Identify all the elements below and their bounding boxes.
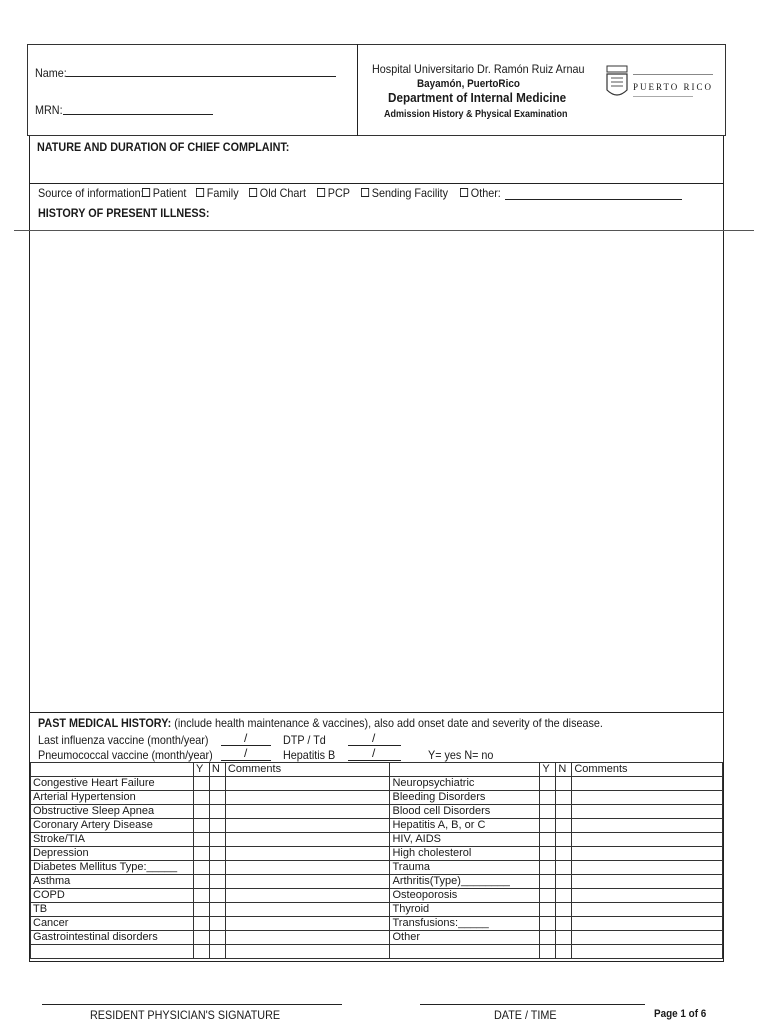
source-other-field[interactable]: [505, 186, 682, 200]
no-checkbox-cell[interactable]: [209, 889, 225, 903]
empty-cell[interactable]: [390, 945, 540, 959]
yes-checkbox-cell[interactable]: [193, 875, 209, 889]
checkbox-icon: [361, 188, 369, 197]
condition-label: High cholesterol: [390, 847, 540, 861]
chief-complaint-label: NATURE AND DURATION OF CHIEF COMPLAINT:: [37, 140, 290, 154]
comments-cell[interactable]: [572, 875, 723, 889]
logo-scribble-2: [633, 96, 693, 97]
comments-cell[interactable]: [225, 791, 390, 805]
yes-checkbox-cell[interactable]: [540, 833, 556, 847]
comments-cell[interactable]: [572, 861, 723, 875]
no-checkbox-cell[interactable]: [209, 819, 225, 833]
seal-icon: [604, 64, 630, 102]
table-row: [31, 805, 723, 819]
condition-label: Bleeding Disorders: [390, 791, 540, 805]
datetime-label: DATE / TIME: [494, 1008, 557, 1022]
checkbox-icon: [460, 188, 468, 197]
no-checkbox-cell[interactable]: [209, 791, 225, 805]
comments-cell[interactable]: [225, 847, 390, 861]
comments-column-header: Comments: [572, 763, 723, 777]
hepatitis-b-label: Hepatitis B: [283, 748, 336, 762]
datetime-line: [420, 1004, 645, 1005]
yes-checkbox-cell[interactable]: [540, 861, 556, 875]
condition-label: TB: [31, 903, 194, 917]
no-checkbox-cell[interactable]: [556, 931, 572, 945]
pmh-table: [30, 762, 723, 959]
yes-checkbox-cell[interactable]: [193, 805, 209, 819]
comments-cell[interactable]: [572, 777, 723, 791]
yes-checkbox-cell[interactable]: [193, 847, 209, 861]
hpi-bottom-divider: [29, 712, 724, 713]
mrn-label: MRN:: [35, 103, 63, 117]
dtp-slash: /: [372, 731, 376, 745]
no-column-header: N: [556, 763, 572, 777]
checkbox-icon: [142, 188, 150, 197]
hospital-name: Hospital Universitario Dr. Ramón Ruiz Arnau: [372, 62, 585, 76]
yes-checkbox-cell[interactable]: [193, 931, 209, 945]
yes-checkbox-cell[interactable]: [193, 833, 209, 847]
yes-checkbox-cell[interactable]: [540, 917, 556, 931]
condition-label: Arterial Hypertension: [31, 791, 194, 805]
table-row: [31, 931, 723, 945]
yes-checkbox-cell[interactable]: [540, 805, 556, 819]
condition-column-header: [31, 763, 194, 777]
table-row: [31, 945, 723, 959]
comments-cell[interactable]: [572, 805, 723, 819]
yes-no-legend: Y= yes N= no: [428, 748, 494, 762]
condition-label: Congestive Heart Failure: [31, 777, 194, 791]
table-row: [31, 875, 723, 889]
source-option-family[interactable]: Family: [196, 186, 239, 200]
mrn-field[interactable]: [63, 100, 213, 115]
comments-cell[interactable]: [572, 917, 723, 931]
condition-label: Asthma: [31, 875, 194, 889]
comments-cell[interactable]: [225, 889, 390, 903]
no-checkbox-cell[interactable]: [556, 805, 572, 819]
dtp-label: DTP / Td: [283, 733, 326, 747]
comments-cell[interactable]: [225, 903, 390, 917]
no-checkbox-cell[interactable]: [556, 791, 572, 805]
name-label: Name:: [35, 66, 67, 80]
header-divider: [357, 44, 358, 136]
pmh-header: PAST MEDICAL HISTORY: (include health maintenance & vaccines), also add onset date and severity of the disease.: [38, 716, 603, 730]
condition-label: Blood cell Disorders: [390, 805, 540, 819]
condition-label: Trauma: [390, 861, 540, 875]
comments-column-header: Comments: [225, 763, 390, 777]
pneumo-vaccine-label: Pneumococcal vaccine (month/year): [38, 748, 213, 762]
empty-cell[interactable]: [31, 945, 194, 959]
no-checkbox-cell[interactable]: [209, 847, 225, 861]
condition-label: Cancer: [31, 917, 194, 931]
table-row: [31, 861, 723, 875]
condition-label: Hepatitis A, B, or C: [390, 819, 540, 833]
comments-cell[interactable]: [225, 875, 390, 889]
no-checkbox-cell[interactable]: [209, 861, 225, 875]
table-row: [31, 819, 723, 833]
yes-checkbox-cell[interactable]: [193, 819, 209, 833]
no-column-header: N: [209, 763, 225, 777]
no-checkbox-cell[interactable]: [209, 777, 225, 791]
frame-right: [723, 136, 724, 962]
checkbox-icon: [196, 188, 204, 197]
yes-checkbox-cell[interactable]: [540, 875, 556, 889]
name-field[interactable]: [66, 62, 336, 77]
hospital-city: Bayamón, PuertoRico: [417, 78, 520, 90]
table-row: [31, 777, 723, 791]
yes-checkbox-cell[interactable]: [540, 819, 556, 833]
yes-checkbox-cell[interactable]: [193, 889, 209, 903]
source-option-pcp[interactable]: PCP: [317, 186, 350, 200]
yes-checkbox-cell[interactable]: [193, 861, 209, 875]
comments-cell[interactable]: [572, 819, 723, 833]
hepatitis-b-slash: /: [372, 746, 376, 760]
yes-checkbox-cell[interactable]: [540, 791, 556, 805]
no-checkbox-cell[interactable]: [556, 903, 572, 917]
no-checkbox-cell[interactable]: [556, 819, 572, 833]
yes-checkbox-cell[interactable]: [193, 791, 209, 805]
yes-checkbox-cell[interactable]: [540, 847, 556, 861]
no-checkbox-cell[interactable]: [556, 889, 572, 903]
comments-cell[interactable]: [572, 931, 723, 945]
condition-label: Transfusions:_____: [390, 917, 540, 931]
no-checkbox-cell[interactable]: [556, 847, 572, 861]
no-checkbox-cell[interactable]: [209, 875, 225, 889]
page-number: Page 1 of 6: [654, 1008, 707, 1020]
no-checkbox-cell[interactable]: [556, 833, 572, 847]
condition-label: Coronary Artery Disease: [31, 819, 194, 833]
yes-checkbox-cell[interactable]: [193, 917, 209, 931]
yes-checkbox-cell[interactable]: [540, 931, 556, 945]
logo-scribble-1: [633, 74, 713, 75]
comments-cell[interactable]: [572, 791, 723, 805]
comments-cell[interactable]: [225, 931, 390, 945]
comments-cell[interactable]: [572, 889, 723, 903]
yes-checkbox-cell[interactable]: [540, 889, 556, 903]
yes-checkbox-cell[interactable]: [540, 777, 556, 791]
comments-cell[interactable]: [572, 903, 723, 917]
no-checkbox-cell[interactable]: [209, 833, 225, 847]
yes-checkbox-cell[interactable]: [193, 903, 209, 917]
table-row: [31, 791, 723, 805]
condition-label: Neuropsychiatric: [390, 777, 540, 791]
table-row: [31, 917, 723, 931]
source-option-other[interactable]: Other:: [460, 186, 501, 200]
signature-label: RESIDENT PHYSICIAN'S SIGNATURE: [90, 1008, 281, 1022]
frame-bottom: [29, 961, 724, 962]
condition-label: COPD: [31, 889, 194, 903]
condition-label: Stroke/TIA: [31, 833, 194, 847]
table-row: [31, 903, 723, 917]
checkbox-icon: [249, 188, 257, 197]
condition-label: Depression: [31, 847, 194, 861]
condition-label: Diabetes Mellitus Type:_____: [31, 861, 194, 875]
condition-label: Gastrointestinal disorders: [31, 931, 194, 945]
form-title: Admission History & Physical Examination: [384, 109, 568, 120]
comments-cell[interactable]: [225, 805, 390, 819]
comments-cell[interactable]: [225, 777, 390, 791]
no-checkbox-cell[interactable]: [209, 805, 225, 819]
logo-text: PUERTO RICO: [633, 82, 714, 92]
empty-cell[interactable]: [572, 945, 723, 959]
yes-column-header: Y: [193, 763, 209, 777]
condition-column-header: [390, 763, 540, 777]
pmh-header-row: [31, 763, 723, 777]
condition-label: Arthritis(Type)________: [390, 875, 540, 889]
condition-label: Osteoporosis: [390, 889, 540, 903]
source-option-patient[interactable]: Patient: [142, 186, 186, 200]
no-checkbox-cell[interactable]: [556, 861, 572, 875]
comments-cell[interactable]: [572, 833, 723, 847]
department-title: Department of Internal Medicine: [388, 90, 567, 105]
empty-cell[interactable]: [193, 945, 209, 959]
source-label: Source of information:: [38, 186, 144, 200]
flu-vaccine-slash: /: [244, 731, 248, 745]
empty-cell[interactable]: [540, 945, 556, 959]
no-checkbox-cell[interactable]: [209, 903, 225, 917]
condition-label: Other: [390, 931, 540, 945]
yes-column-header: Y: [540, 763, 556, 777]
condition-label: HIV, AIDS: [390, 833, 540, 847]
condition-label: Obstructive Sleep Apnea: [31, 805, 194, 819]
table-row: [31, 833, 723, 847]
no-checkbox-cell[interactable]: [556, 777, 572, 791]
source-option-old-chart[interactable]: Old Chart: [249, 186, 306, 200]
table-row: [31, 889, 723, 903]
comments-cell[interactable]: [572, 847, 723, 861]
empty-cell[interactable]: [225, 945, 390, 959]
pneumo-vaccine-slash: /: [244, 746, 248, 760]
no-checkbox-cell[interactable]: [209, 917, 225, 931]
no-checkbox-cell[interactable]: [556, 875, 572, 889]
yes-checkbox-cell[interactable]: [540, 903, 556, 917]
flu-vaccine-label: Last influenza vaccine (month/year): [38, 733, 209, 747]
chief-complaint-divider: [29, 183, 724, 184]
comments-cell[interactable]: [225, 917, 390, 931]
table-row: [31, 847, 723, 861]
yes-checkbox-cell[interactable]: [193, 777, 209, 791]
hpi-label: HISTORY OF PRESENT ILLNESS:: [38, 206, 210, 220]
condition-label: Thyroid: [390, 903, 540, 917]
no-checkbox-cell[interactable]: [556, 917, 572, 931]
empty-cell[interactable]: [209, 945, 225, 959]
comments-cell[interactable]: [225, 819, 390, 833]
signature-line: [42, 1004, 342, 1005]
checkbox-icon: [317, 188, 325, 197]
empty-cell[interactable]: [556, 945, 572, 959]
source-option-sending-facility[interactable]: Sending Facility: [361, 186, 448, 200]
comments-cell[interactable]: [225, 833, 390, 847]
comments-cell[interactable]: [225, 861, 390, 875]
no-checkbox-cell[interactable]: [209, 931, 225, 945]
hpi-text-area[interactable]: [30, 231, 723, 712]
